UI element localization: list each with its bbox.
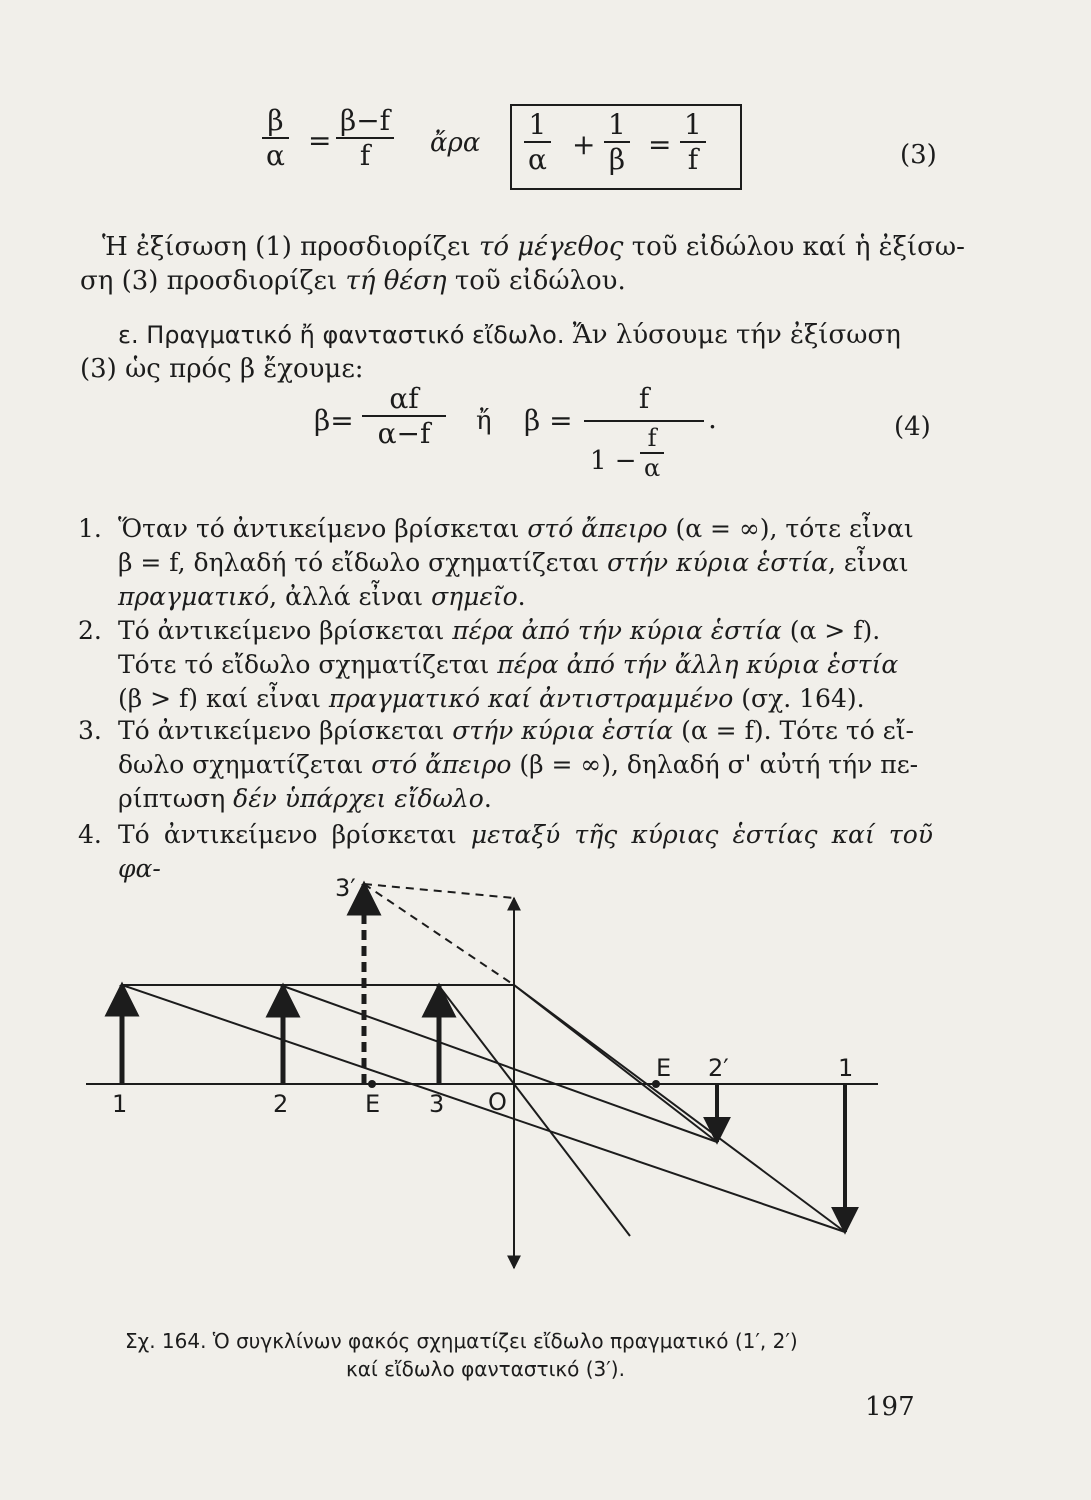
label-O: O bbox=[488, 1088, 507, 1116]
text-run: Ὅταν τό ἀντικείμενο βρίσκεται bbox=[118, 514, 528, 543]
ray-refracted-1 bbox=[514, 985, 845, 1232]
text-run: Τό ἀντικείμενο βρίσκεται bbox=[118, 716, 453, 745]
plus-sign: + bbox=[572, 128, 596, 161]
focal-point-left bbox=[368, 1080, 376, 1088]
ray-center-1 bbox=[122, 985, 845, 1232]
text-run: . bbox=[517, 582, 526, 611]
text-run: (σχ. 164). bbox=[733, 684, 865, 713]
text-run: (α > f). bbox=[781, 616, 881, 645]
label-1: 1 bbox=[112, 1090, 128, 1118]
ray-virtual-b bbox=[364, 884, 514, 898]
frac-num: β−f bbox=[340, 104, 391, 137]
beta-equals: β = bbox=[524, 404, 573, 437]
item-number: 4. bbox=[78, 820, 102, 849]
frac-num: f bbox=[638, 382, 650, 415]
or-word: ἤ bbox=[476, 406, 492, 436]
ray-refracted-2 bbox=[514, 985, 717, 1142]
period: . bbox=[708, 402, 717, 435]
text-run-italic: πέρα ἀπό τήν κύρια ἑστία bbox=[452, 616, 782, 645]
text-run-italic: τό μέγεθος bbox=[478, 232, 624, 262]
figure-caption-line1: Σχ. 164. Ὁ συγκλίνων φακός σχηματίζει εἴδωλο πραγματικό (1′, 2′) bbox=[125, 1329, 798, 1353]
section-heading: ε. Πραγματικό ἤ φανταστικό εἴδωλο. bbox=[118, 321, 565, 349]
frac-den: f bbox=[359, 139, 371, 172]
frac-num: 1 bbox=[684, 108, 702, 141]
label-2: 2 bbox=[273, 1090, 289, 1118]
text-run: , εἶναι bbox=[828, 548, 909, 577]
item-number: 1. bbox=[78, 514, 102, 543]
beta-equals: β= bbox=[314, 404, 354, 437]
ray-center-2 bbox=[283, 986, 717, 1142]
text-run: (α = f). Τότε τό εἴ- bbox=[673, 716, 914, 745]
text-run: τοῦ εἰδώλου. bbox=[446, 266, 626, 296]
frac-den: α bbox=[528, 143, 547, 176]
one-minus: 1 − bbox=[590, 446, 637, 476]
text-run: (α = ∞), τότε εἶναι bbox=[667, 514, 914, 543]
frac-den: α bbox=[266, 139, 285, 172]
text-run-italic: στό ἄπειρο bbox=[527, 514, 668, 543]
text-run: β = f, δηλαδή τό εἴδωλο σχηματίζεται bbox=[118, 548, 608, 577]
label-E-left: E bbox=[365, 1090, 381, 1118]
figure-caption-line2: καί εἴδωλο φανταστικό (3′). bbox=[346, 1357, 625, 1381]
text-run: (β > f) καί εἶναι bbox=[118, 684, 329, 713]
frac-num: f bbox=[647, 424, 657, 452]
text-run-italic: πραγματικό bbox=[118, 582, 270, 611]
section-e-line2: (3) ὡς πρός β ἔχουμε: bbox=[80, 354, 364, 384]
text-run: Τό ἀντικείμενο βρίσκεται bbox=[118, 616, 453, 645]
ray-center-3-out bbox=[514, 1084, 630, 1236]
equation-number: (4) bbox=[894, 412, 931, 442]
text-run: Ἄν λύσουμε τήν ἐξίσωση bbox=[564, 320, 901, 350]
text-run-italic: στήν κύρια ἑστία bbox=[452, 716, 674, 745]
text-run: ρίπτωση bbox=[118, 784, 234, 813]
text-run: ση (3) προσδιορίζει bbox=[80, 266, 346, 296]
text-run-italic: πραγματικό καί ἀντιστραμμένο bbox=[328, 684, 734, 713]
text-run: τοῦ εἰδώλου καί ἡ ἐξίσω- bbox=[623, 232, 965, 262]
text-run: δωλο σχηματίζεται bbox=[118, 750, 372, 779]
text-run-italic: στήν κύρια ἑστία bbox=[607, 548, 828, 577]
label-3: 3 bbox=[429, 1090, 445, 1118]
label-E-right: E bbox=[656, 1054, 672, 1082]
ray-center-3 bbox=[439, 986, 514, 1084]
text-run: Ἡ ἐξίσωση (1) προσδιορίζει bbox=[102, 232, 479, 262]
frac-den: β bbox=[608, 143, 625, 176]
item-number: 3. bbox=[78, 716, 102, 745]
ray-virtual-a bbox=[364, 884, 514, 985]
frac-num: 1 bbox=[608, 108, 626, 141]
text-run-italic: μεταξύ τῆς κύριας ἑστίας καί τοῦ φα- bbox=[118, 820, 933, 883]
label-3prime: 3′ bbox=[335, 874, 356, 902]
equals-sign: = bbox=[308, 124, 332, 157]
equation-number: (3) bbox=[900, 140, 937, 170]
text-run-italic: στό ἄπειρο bbox=[371, 750, 512, 779]
text-run: Τότε τό εἴδωλο σχηματίζεται bbox=[118, 650, 498, 679]
frac-num: 1 bbox=[528, 108, 547, 141]
ara-word: ἄρα bbox=[430, 128, 481, 158]
text-run-italic: πέρα ἀπό τήν ἄλλη κύρια ἑστία bbox=[497, 650, 899, 679]
page-number: 197 bbox=[865, 1392, 915, 1422]
text-run: Τό ἀντικείμενο βρίσκεται bbox=[118, 820, 471, 849]
frac-den: α−f bbox=[377, 417, 431, 450]
label-1prime: 1 bbox=[838, 1054, 854, 1082]
text-run-italic: σημεῖο bbox=[431, 582, 518, 611]
text-run: , ἀλλά εἶναι bbox=[269, 582, 432, 611]
equals-sign: = bbox=[648, 128, 672, 161]
label-2prime: 2′ bbox=[708, 1054, 729, 1082]
frac-num: αf bbox=[389, 382, 419, 415]
item-number: 2. bbox=[78, 616, 102, 645]
frac-den: α bbox=[644, 454, 661, 482]
frac-num: β bbox=[267, 104, 284, 137]
frac-den: f bbox=[687, 143, 699, 176]
text-run: . bbox=[483, 784, 492, 813]
text-run-italic: δέν ὑπάρχει εἴδωλο bbox=[233, 784, 484, 813]
text-run-italic: τή θέση bbox=[345, 266, 447, 296]
text-run: (β = ∞), δηλαδή σ' αὐτή τήν πε- bbox=[511, 750, 919, 779]
